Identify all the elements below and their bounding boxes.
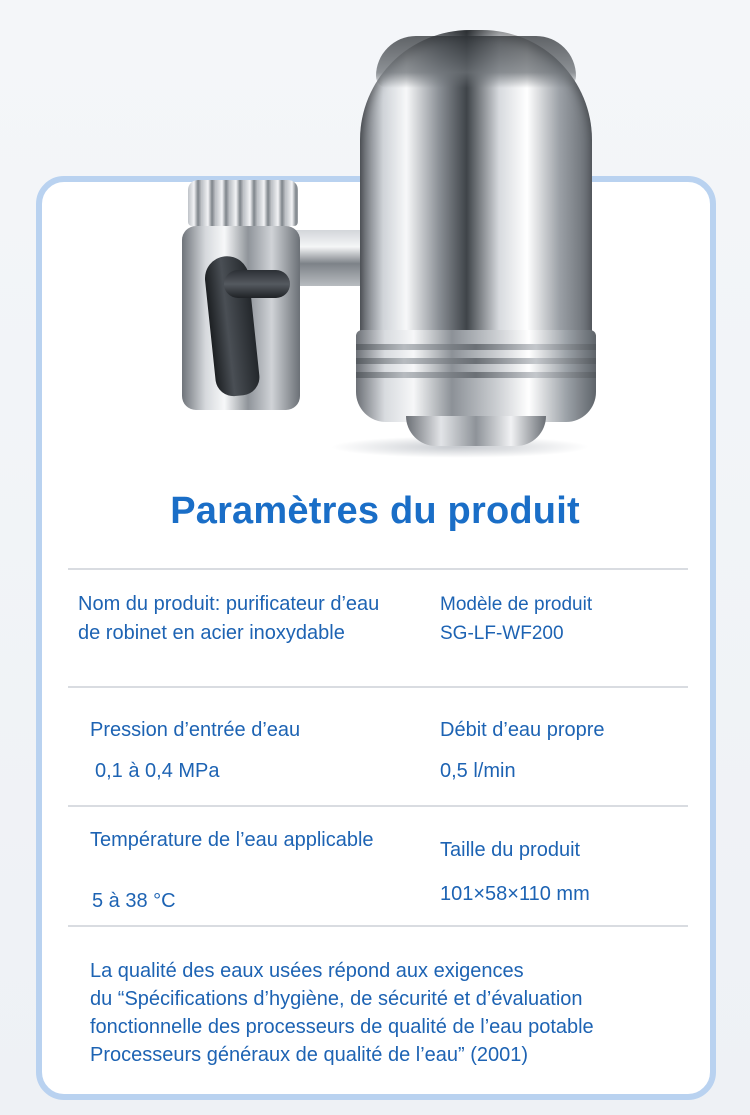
product-name-line-2: de robinet en acier inoxydable xyxy=(78,622,345,644)
compliance-note-line-1: La qualité des eaux usées répond aux exigences xyxy=(90,960,524,982)
divider xyxy=(68,805,688,807)
valve-cap xyxy=(188,180,298,226)
size-label: Taille du produit xyxy=(440,839,581,861)
flow-rate-label: Débit d’eau propre xyxy=(440,719,605,741)
collar-ring xyxy=(356,344,596,350)
model-value: SG-LF-WF200 xyxy=(440,623,564,644)
collar-ring xyxy=(356,372,596,378)
model-cell xyxy=(440,590,592,648)
compliance-note-line-3: fonctionnelle des processeurs de qualité de l’eau potable xyxy=(90,1016,594,1038)
compliance-note-line-2: du “Spécifications d’hygiène, de sécurité et d’évaluation xyxy=(90,988,583,1010)
product-name-value xyxy=(78,590,379,648)
canister-collar xyxy=(356,330,596,422)
page-title: Paramètres du produit xyxy=(170,490,580,532)
size-value: 101×58×110 mm xyxy=(440,883,590,905)
temperature-value: 5 à 38 °C xyxy=(92,890,176,912)
canister-top xyxy=(376,36,576,88)
compliance-note xyxy=(90,957,700,1069)
temperature-label: Température de l’eau applicable xyxy=(90,829,374,851)
filter-canister xyxy=(360,30,592,342)
flow-rate-value: 0,5 l/min xyxy=(440,760,516,782)
outlet-nozzle xyxy=(406,416,546,446)
divider xyxy=(68,686,688,688)
inlet-pressure-value: 0,1 à 0,4 MPa xyxy=(95,760,220,782)
compliance-note-line-4: Processeurs généraux de qualité de l’eau” (2001) xyxy=(90,1044,529,1066)
inlet-pressure-label: Pression d’entrée d’eau xyxy=(90,719,301,741)
faucet-filter-image xyxy=(170,30,610,460)
divider xyxy=(68,568,688,570)
diverter-lever-tip xyxy=(224,270,290,298)
collar-ring xyxy=(356,358,596,364)
divider xyxy=(68,925,688,927)
model-label: Modèle de produit xyxy=(440,594,593,615)
product-name-line-1: Nom du produit: purificateur d’eau xyxy=(78,593,380,615)
